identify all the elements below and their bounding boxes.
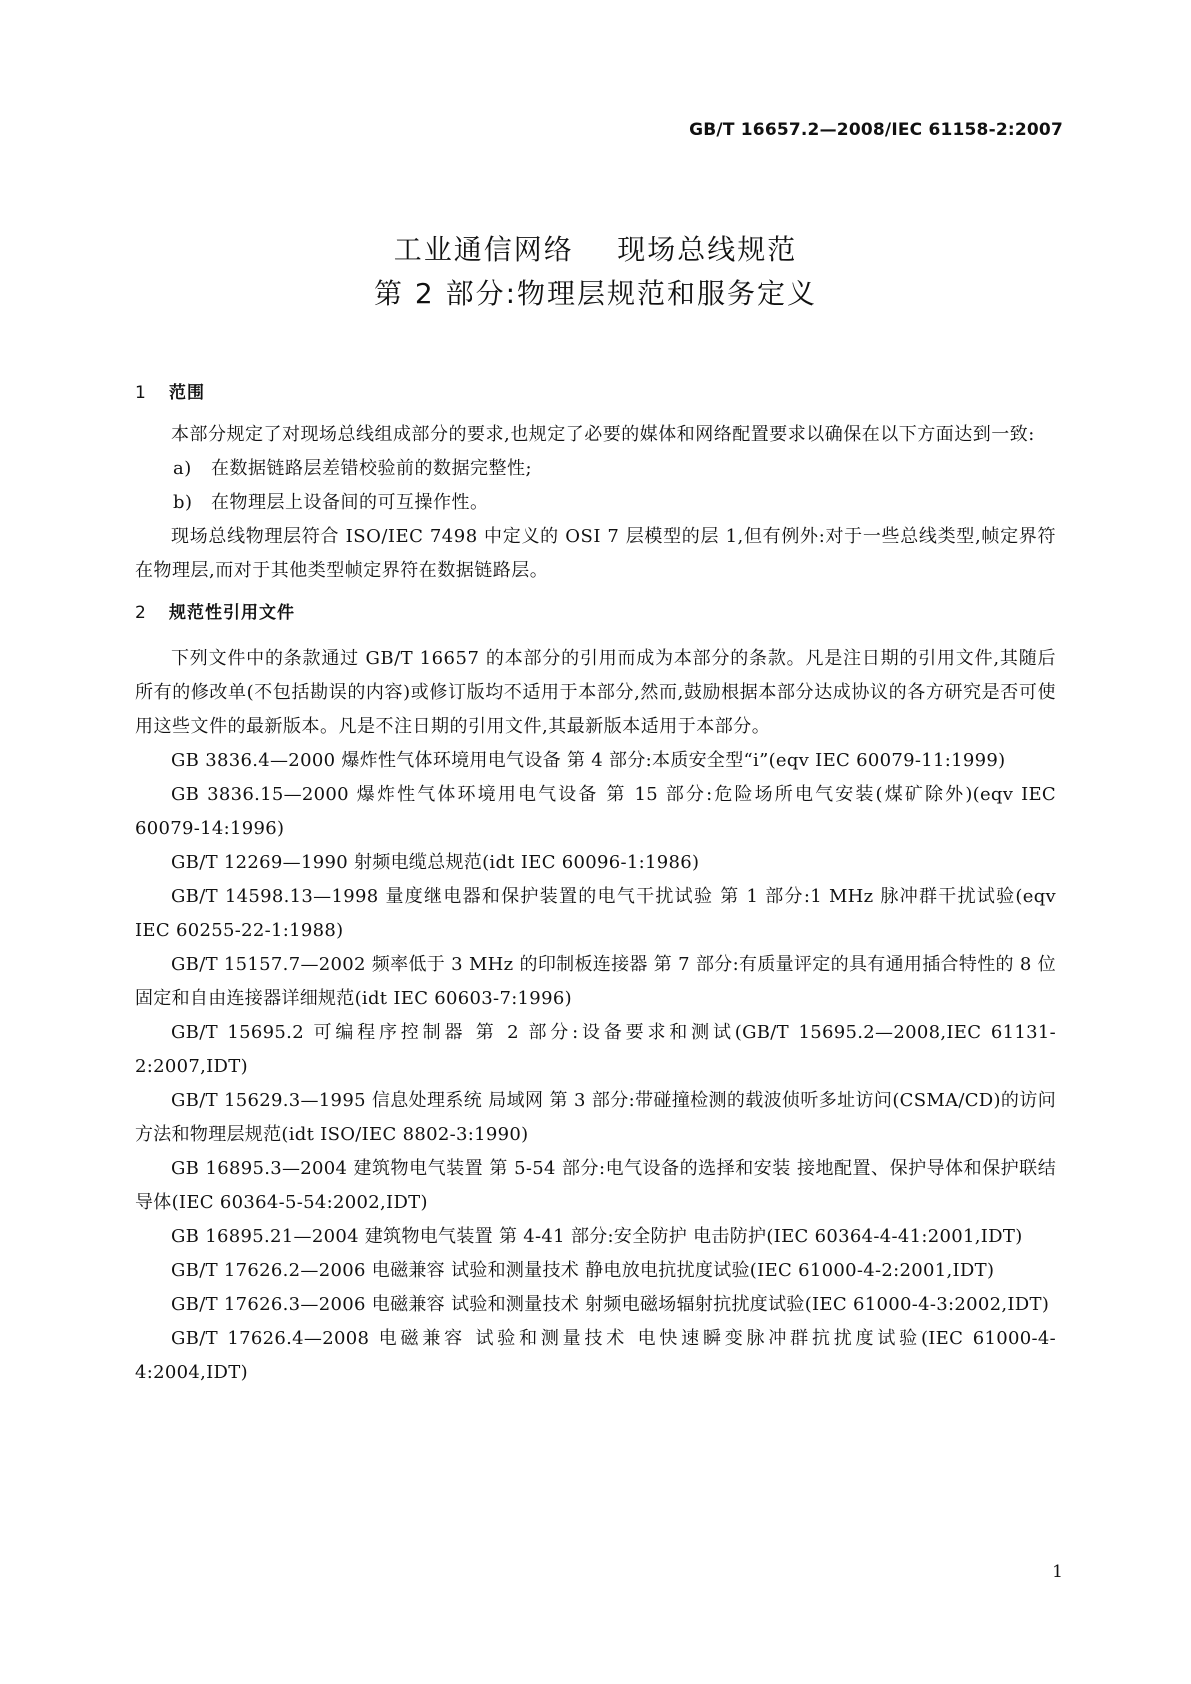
page-number: 1 bbox=[1052, 1562, 1063, 1582]
reference-entry: GB/T 17626.3—2006 电磁兼容 试验和测量技术 射频电磁场辐射抗扰度试验(IEC 61000-4-3:2002,IDT) bbox=[171, 1294, 1050, 1315]
reference-entry: GB/T 12269—1990 射频电缆总规范(idt IEC 60096-1:1986) bbox=[171, 852, 700, 873]
section-1-title: 范围 bbox=[169, 383, 205, 403]
reference-entry: GB 16895.21—2004 建筑物电气装置 第 4-41 部分:安全防护 电击防护(IEC 60364-4-41:2001,IDT) bbox=[171, 1226, 1023, 1247]
reference-entry: GB/T 15157.7—2002 频率低于 3 MHz 的印制板连接器 第 7 部分:有质量评定的具有通用插合特性的 8 位固定和自由连接器详细规范(idt IEC 60603-7:1996) bbox=[135, 954, 1056, 1009]
section-2-number: 2 bbox=[135, 603, 147, 623]
reference-entry: GB 3836.4—2000 爆炸性气体环境用电气设备 第 4 部分:本质安全型“i”(eqv IEC 60079-11:1999) bbox=[171, 750, 1006, 771]
list-item bbox=[135, 486, 1056, 520]
list-item-text: 在数据链路层差错校验前的数据完整性; bbox=[211, 458, 533, 479]
reference-entry: GB/T 15629.3—1995 信息处理系统 局域网 第 3 部分:带碰撞检测的载波侦听多址访问(CSMA/CD)的访问方法和物理层规范(idt ISO/IEC 8802-3:1990) bbox=[135, 1090, 1056, 1145]
document-title bbox=[0, 228, 1191, 316]
list-item-mark: a) bbox=[173, 458, 192, 479]
reference-entry: GB/T 17626.2—2006 电磁兼容 试验和测量技术 静电放电抗扰度试验(IEC 61000-4-2:2001,IDT) bbox=[171, 1260, 995, 1281]
reference-entry: GB/T 14598.13—1998 量度继电器和保护装置的电气干扰试验 第 1 部分:1 MHz 脉冲群干扰试验(eqv IEC 60255-22-1:1988) bbox=[135, 886, 1056, 941]
section-2-heading bbox=[135, 596, 1056, 630]
title-line-2: 第 2 部分:物理层规范和服务定义 bbox=[373, 277, 818, 310]
reference-entry: GB/T 15695.2 可编程序控制器 第 2 部分:设备要求和测试(GB/T 15695.2—2008,IEC 61131-2:2007,IDT) bbox=[135, 1022, 1056, 1077]
title-line-1: 工业通信网络 现场总线规范 bbox=[393, 233, 798, 266]
section-2-title: 规范性引用文件 bbox=[169, 603, 295, 623]
standard-code: GB/T 16657.2—2008/IEC 61158-2:2007 bbox=[689, 120, 1063, 140]
reference-entry: GB 3836.15—2000 爆炸性气体环境用电气设备 第 15 部分:危险场所电气安装(煤矿除外)(eqv IEC 60079-14:1996) bbox=[135, 784, 1056, 839]
references-intro-paragraph: 下列文件中的条款通过 GB/T 16657 的本部分的引用而成为本部分的条款。凡是注日期的引用文件,其随后所有的修改单(不包括勘误的内容)或修订版均不适用于本部分,然而,鼓励根据本部分达成协议的各方研究是否可使用这些文件的最新版本。凡是不注日期的引用文件,其最新版本适用于本部分。 bbox=[135, 648, 1056, 737]
document-body bbox=[135, 376, 1056, 1390]
section-1-number: 1 bbox=[135, 383, 147, 403]
scope-note-paragraph: 现场总线物理层符合 ISO/IEC 7498 中定义的 OSI 7 层模型的层 1,但有例外:对于一些总线类型,帧定界符在物理层,而对于其他类型帧定界符在数据链路层。 bbox=[135, 526, 1056, 581]
scope-paragraph: 本部分规定了对现场总线组成部分的要求,也规定了必要的媒体和网络配置要求以确保在以下方面达到一致: bbox=[171, 424, 1035, 445]
list-item-mark: b) bbox=[173, 492, 193, 513]
reference-entry: GB/T 17626.4—2008 电磁兼容 试验和测量技术 电快速瞬变脉冲群抗扰度试验(IEC 61000-4-4:2004,IDT) bbox=[135, 1328, 1056, 1383]
list-item bbox=[135, 452, 1056, 486]
list-item-text: 在物理层上设备间的可互操作性。 bbox=[211, 492, 489, 513]
reference-entry: GB 16895.3—2004 建筑物电气装置 第 5-54 部分:电气设备的选择和安装 接地配置、保护导体和保护联结导体(IEC 60364-5-54:2002,IDT) bbox=[135, 1158, 1056, 1213]
section-1-heading bbox=[135, 376, 1056, 410]
